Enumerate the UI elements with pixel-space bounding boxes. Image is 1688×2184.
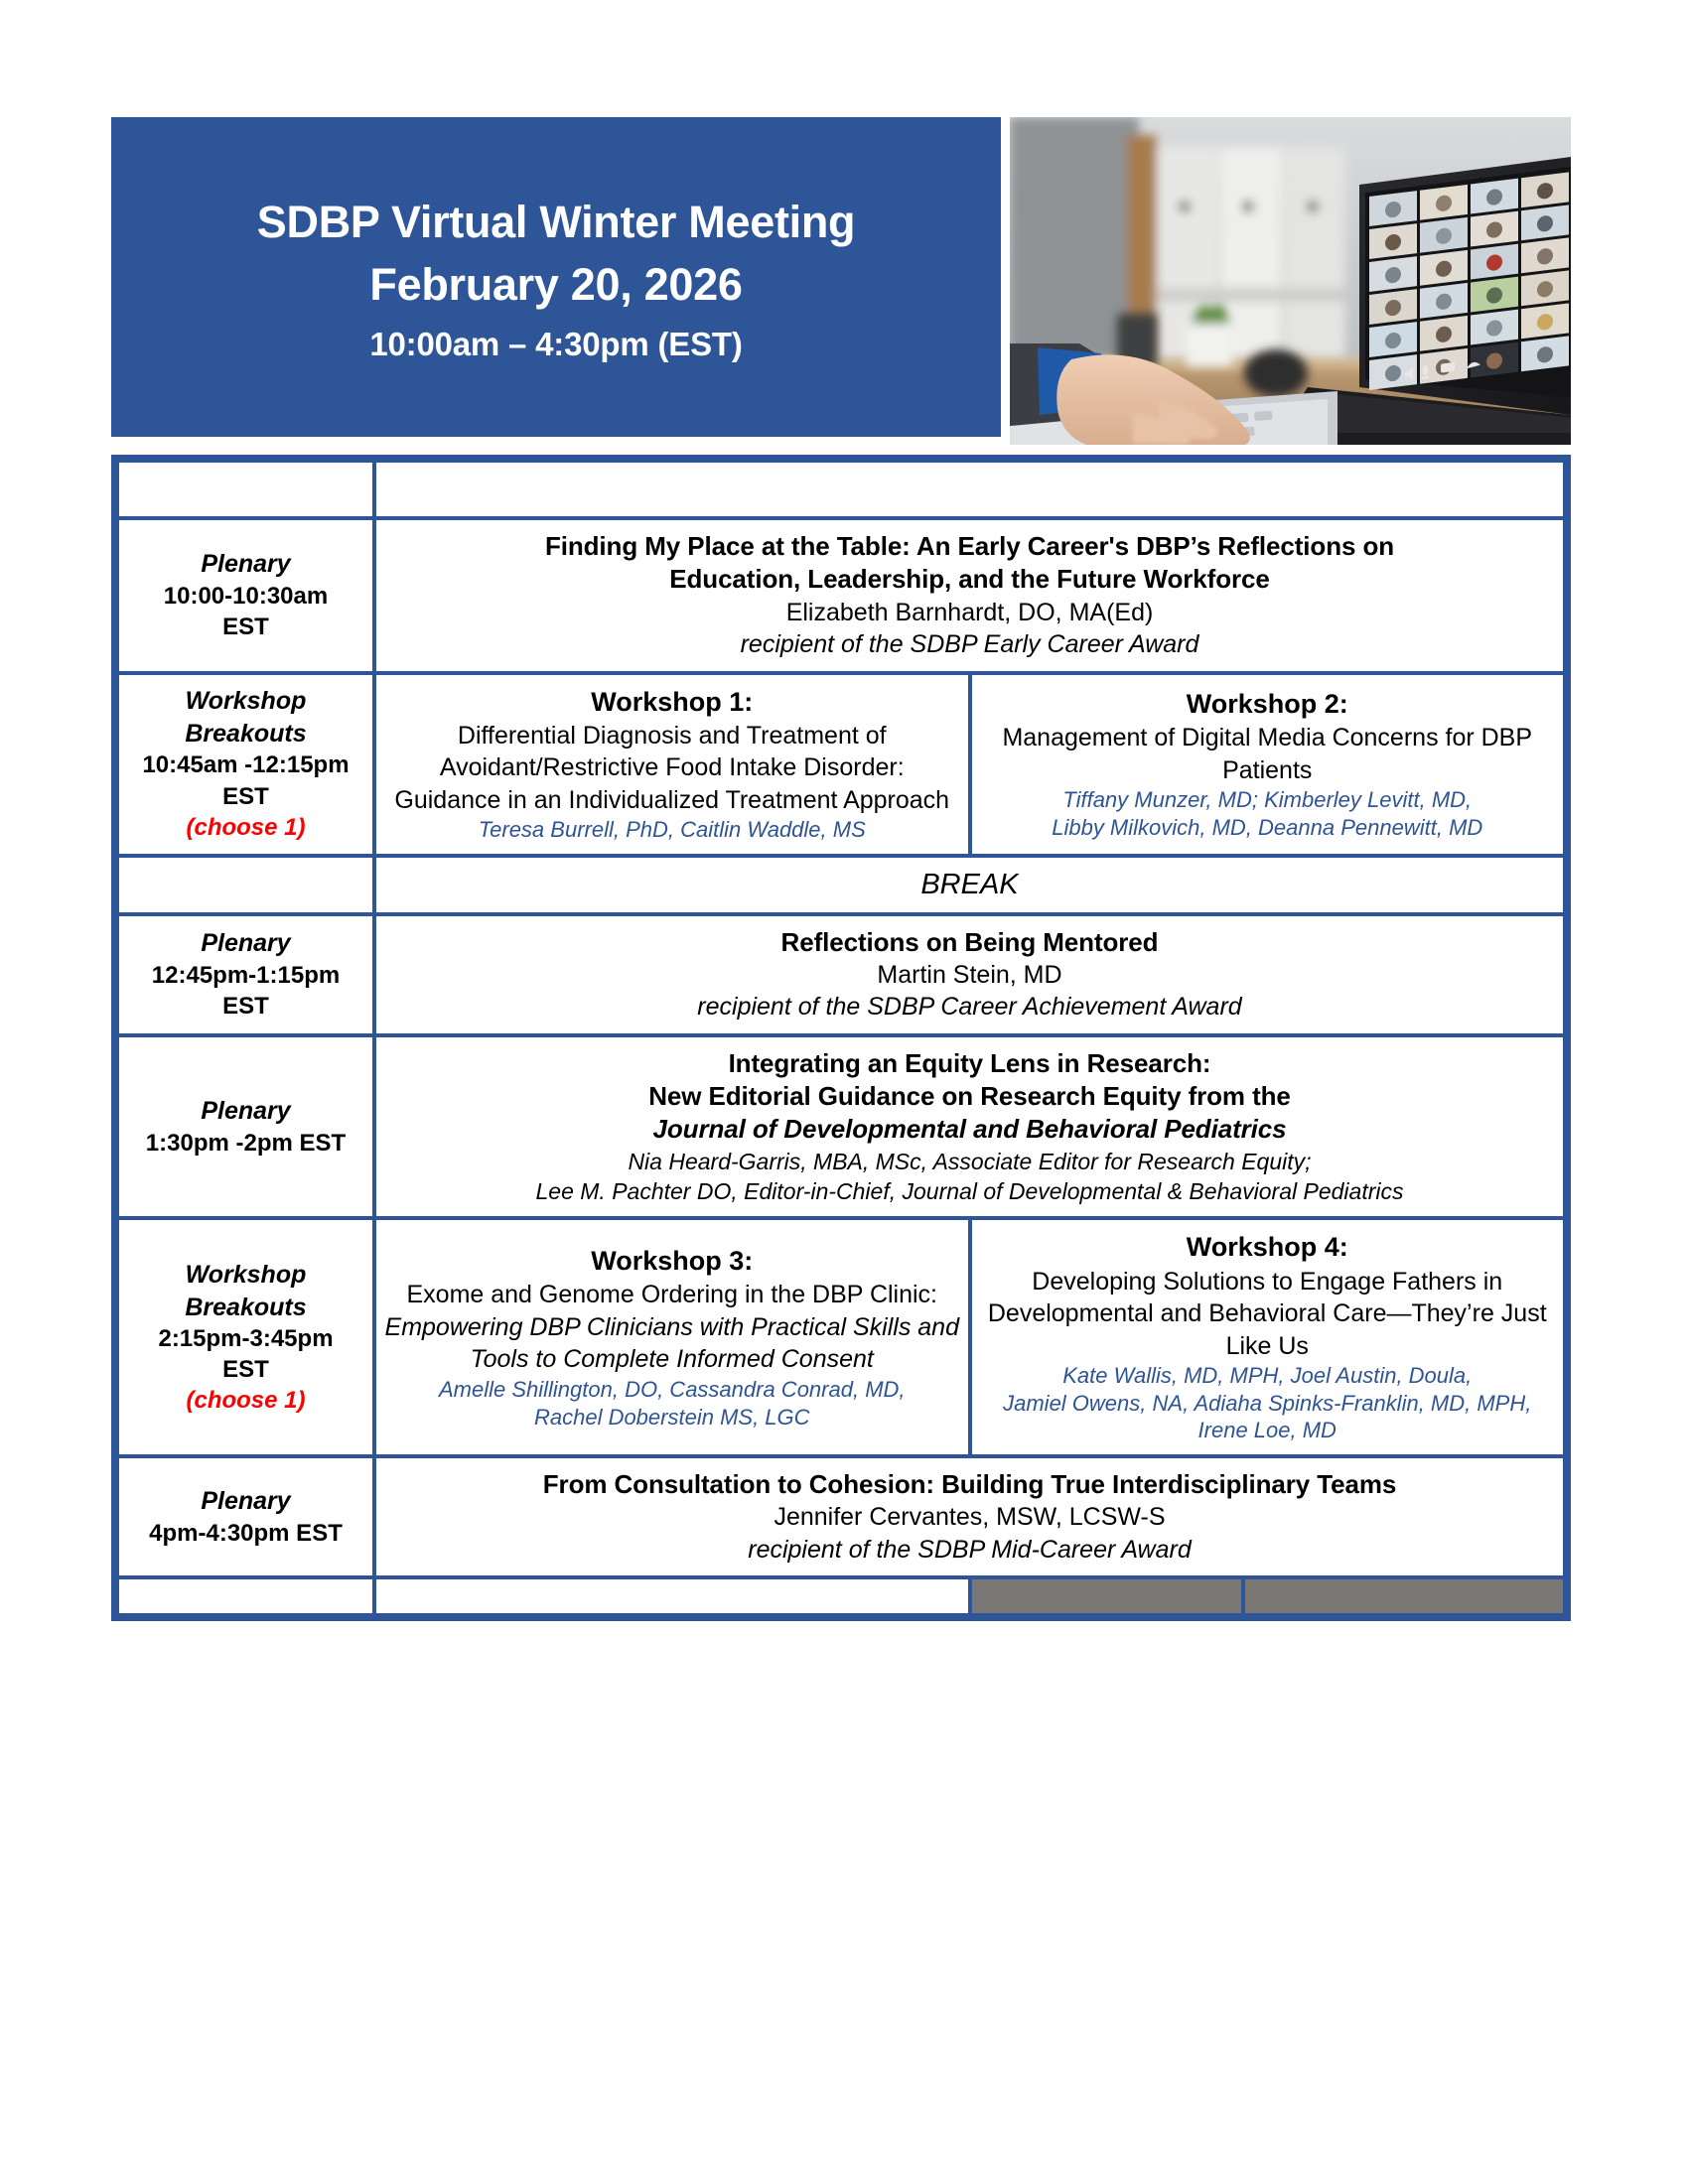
table-row-registration bbox=[119, 463, 1563, 516]
session-cell-plenary-4 bbox=[376, 1458, 1563, 1575]
session-type-label: Plenary bbox=[201, 1097, 291, 1126]
session-title-line-1: Integrating an Equity Lens in Research: bbox=[728, 1047, 1211, 1078]
workshop-3-cell bbox=[376, 1220, 968, 1454]
schedule-table bbox=[115, 459, 1567, 1617]
workshop-3-body-italic: Empowering DBP Clinicians with Practical Skills and Tools to Complete Informed Consent bbox=[384, 1312, 959, 1374]
break-spacer-cell bbox=[119, 858, 372, 912]
time-cell-plenary-2 bbox=[119, 916, 372, 1033]
session-time-line-1: 10:45am -12:15pm bbox=[142, 751, 350, 779]
registration-spacer-cell bbox=[119, 463, 372, 516]
table-row-workshops-3-4 bbox=[119, 1220, 1563, 1454]
session-type-label-line-2: Breakouts bbox=[185, 719, 307, 748]
time-cell-plenary-3 bbox=[119, 1037, 372, 1217]
footer-cell-1 bbox=[119, 1579, 372, 1613]
workshop-1-cell bbox=[376, 675, 968, 854]
time-cell-plenary-4 bbox=[119, 1458, 372, 1575]
table-row-plenary-3 bbox=[119, 1037, 1563, 1217]
workshop-3-body bbox=[384, 1279, 960, 1376]
break-label: BREAK bbox=[920, 868, 1019, 900]
time-cell-plenary-1 bbox=[119, 520, 372, 671]
session-time-line-1: 10:00-10:30am bbox=[163, 582, 329, 610]
workshop-3-presenters-line-1: Amelle Shillington, DO, Cassandra Conrad, MD, bbox=[438, 1376, 906, 1402]
table-row-footer bbox=[119, 1579, 1563, 1613]
workshop-4-body: Developing Solutions to Engage Fathers in Developmental and Behavioral Care—They’re Just Like Us bbox=[987, 1267, 1547, 1360]
meeting-title: SDBP Virtual Winter Meeting bbox=[256, 197, 856, 248]
footer-cell-2 bbox=[376, 1579, 968, 1613]
workshop-1-presenters: Teresa Burrell, PhD, Caitlin Waddle, MS bbox=[478, 817, 866, 843]
break-cell bbox=[376, 858, 1563, 912]
session-award-note: recipient of the SDBP Mid-Career Award bbox=[748, 1535, 1192, 1564]
session-title-line-2: Education, Leadership, and the Future Workforce bbox=[669, 564, 1270, 595]
session-type-label-line-2: Breakouts bbox=[185, 1293, 307, 1321]
choose-one-note: (choose 1) bbox=[186, 1387, 306, 1415]
session-credit-line-1 bbox=[384, 1147, 1555, 1176]
meeting-date: February 20, 2026 bbox=[369, 259, 743, 311]
editor-name: Nia Heard-Garris, MBA, MSc, bbox=[628, 1148, 928, 1174]
title-block bbox=[111, 117, 1001, 437]
table-row-plenary-2 bbox=[119, 916, 1563, 1033]
session-cell-plenary-3 bbox=[376, 1037, 1563, 1217]
registration-banner-cell bbox=[376, 463, 1563, 516]
workshop-1-body: Differential Diagnosis and Treatment of Avoidant/Restrictive Food Intake Disorder: Guidance in an Individualized Treatment Approach bbox=[394, 721, 950, 814]
session-type-label: Plenary bbox=[201, 1487, 291, 1516]
time-cell-workshops-1 bbox=[119, 675, 372, 854]
workshop-3-body-plain: Exome and Genome Ordering in the DBP Clinic: bbox=[406, 1281, 938, 1309]
workshop-4-cell bbox=[972, 1220, 1564, 1454]
session-time-line-1: 4pm-4:30pm EST bbox=[149, 1519, 343, 1547]
session-timezone: EST bbox=[222, 782, 269, 810]
session-title-line-1: From Consultation to Cohesion: Building True Interdisciplinary Teams bbox=[542, 1469, 1397, 1500]
workshop-2-presenters-line-1: Tiffany Munzer, MD; Kimberley Levitt, MD, bbox=[1062, 787, 1473, 813]
footer-cell-3 bbox=[972, 1579, 1564, 1613]
session-timezone: EST bbox=[222, 614, 269, 641]
editor-role: Associate Editor for Research Equity; bbox=[927, 1148, 1312, 1174]
session-speaker: Martin Stein, MD bbox=[877, 960, 1062, 989]
session-award-note: recipient of the SDBP Early Career Award bbox=[740, 630, 1199, 659]
session-award-note: recipient of the SDBP Career Achievement Award bbox=[697, 993, 1242, 1022]
time-cell-workshops-2 bbox=[119, 1220, 372, 1454]
workshop-4-presenters-line-3: Irene Loe, MD bbox=[1197, 1418, 1336, 1443]
header bbox=[111, 117, 1571, 445]
workshop-4-presenters-line-2: Jamiel Owens, NA, Adiaha Spinks-Franklin, MD, MPH, bbox=[1003, 1390, 1532, 1416]
session-type-label: Plenary bbox=[201, 929, 291, 958]
session-time-line-1: 12:45pm-1:15pm bbox=[151, 961, 341, 989]
session-type-label-line-1: Workshop bbox=[185, 1261, 307, 1290]
session-speaker: Jennifer Cervantes, MSW, LCSW-S bbox=[774, 1503, 1166, 1532]
session-journal-name: Journal of Developmental and Behavioral Pediatrics bbox=[652, 1114, 1287, 1145]
workshop-4-presenters-line-1: Kate Wallis, MD, MPH, Joel Austin, Doula, bbox=[1062, 1363, 1473, 1389]
session-title-line-1: Finding My Place at the Table: An Early Career's DBP’s Reflections on bbox=[544, 531, 1395, 561]
table-row-plenary-1 bbox=[119, 520, 1563, 671]
session-speaker: Elizabeth Barnhardt, DO, MA(Ed) bbox=[785, 598, 1154, 626]
table-row-workshops-1-2 bbox=[119, 675, 1563, 854]
session-timezone: EST bbox=[222, 1356, 269, 1384]
workshop-4-heading: Workshop 4: bbox=[1186, 1232, 1348, 1263]
schedule-table-wrapper bbox=[111, 455, 1571, 1621]
workshop-2-heading: Workshop 2: bbox=[1186, 688, 1348, 719]
session-title-line-2: New Editorial Guidance on Research Equity from the bbox=[648, 1081, 1291, 1112]
footer-cell-3a bbox=[972, 1579, 1241, 1613]
session-time-line-1: 1:30pm -2pm EST bbox=[145, 1129, 347, 1157]
workshop-2-presenters-line-2: Libby Milkovich, MD, Deanna Pennewitt, MD bbox=[1052, 814, 1483, 840]
workshop-1-heading: Workshop 1: bbox=[591, 686, 754, 717]
choose-one-note: (choose 1) bbox=[186, 813, 306, 841]
workshop-2-body: Management of Digital Media Concerns for DBP Patients bbox=[1002, 724, 1533, 784]
footer-cell-3b bbox=[1245, 1579, 1563, 1613]
workshop-3-presenters-line-2: Rachel Doberstein MS, LGC bbox=[533, 1404, 810, 1430]
session-type-label-line-1: Workshop bbox=[185, 687, 307, 716]
workshop-2-cell bbox=[972, 675, 1564, 854]
meeting-time: 10:00am – 4:30pm (EST) bbox=[369, 326, 743, 363]
laptop-video-call-photo bbox=[1010, 117, 1571, 445]
table-row-plenary-4 bbox=[119, 1458, 1563, 1575]
workshop-3-heading: Workshop 3: bbox=[591, 1246, 754, 1277]
session-credit-line-2: Lee M. Pachter DO, Editor-in-Chief, Journal of Developmental & Behavioral Pediatrics bbox=[535, 1178, 1404, 1205]
table-row-break bbox=[119, 858, 1563, 912]
session-time-line-1: 2:15pm-3:45pm bbox=[158, 1325, 334, 1353]
session-timezone: EST bbox=[222, 993, 269, 1021]
session-type-label: Plenary bbox=[201, 550, 291, 579]
session-cell-plenary-2 bbox=[376, 916, 1563, 1033]
session-title-line-1: Reflections on Being Mentored bbox=[780, 926, 1159, 957]
session-cell-plenary-1 bbox=[376, 520, 1563, 671]
registration-banner-text: REGISTRATION gives you access to ALL SESSIONS! bbox=[600, 473, 1339, 505]
